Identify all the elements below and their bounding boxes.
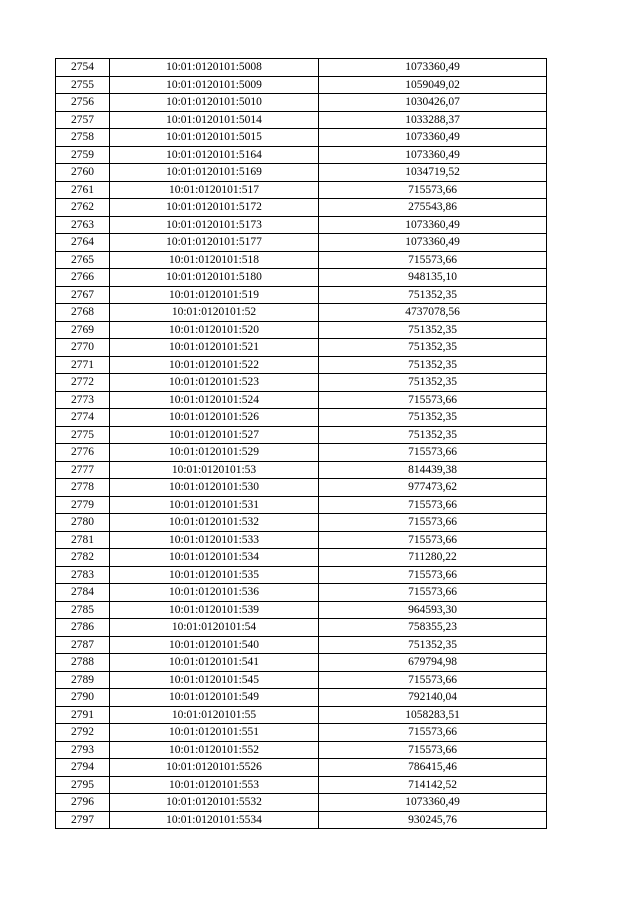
table-row	[56, 269, 547, 287]
cadastral-value-cell: 751352,35	[319, 409, 547, 427]
table-row	[56, 76, 547, 94]
cadastral-number-cell: 10:01:0120101:531	[110, 496, 319, 514]
table-row	[56, 794, 547, 812]
row-number-cell: 2756	[56, 94, 110, 112]
cadastral-value-cell: 4737078,56	[319, 304, 547, 322]
table-row	[56, 391, 547, 409]
row-number-cell: 2773	[56, 391, 110, 409]
cadastral-value-cell: 711280,22	[319, 549, 547, 567]
cadastral-number-cell: 10:01:0120101:532	[110, 514, 319, 532]
table-row	[56, 94, 547, 112]
table-row	[56, 251, 547, 269]
row-number-cell: 2789	[56, 671, 110, 689]
cadastral-number-cell: 10:01:0120101:5180	[110, 269, 319, 287]
cadastral-number-cell: 10:01:0120101:534	[110, 549, 319, 567]
table-row	[56, 426, 547, 444]
cadastral-value-cell: 977473,62	[319, 479, 547, 497]
row-number-cell: 2772	[56, 374, 110, 392]
cadastral-value-cell: 751352,35	[319, 356, 547, 374]
cadastral-value-cell: 930245,76	[319, 811, 547, 829]
row-number-cell: 2757	[56, 111, 110, 129]
table-row	[56, 59, 547, 77]
cadastral-number-cell: 10:01:0120101:523	[110, 374, 319, 392]
cadastral-number-cell: 10:01:0120101:5014	[110, 111, 319, 129]
row-number-cell: 2755	[56, 76, 110, 94]
table-row	[56, 461, 547, 479]
row-number-cell: 2785	[56, 601, 110, 619]
table-row	[56, 566, 547, 584]
cadastral-value-cell: 715573,66	[319, 724, 547, 742]
table-row	[56, 164, 547, 182]
row-number-cell: 2791	[56, 706, 110, 724]
row-number-cell: 2767	[56, 286, 110, 304]
table-row	[56, 234, 547, 252]
table-row	[56, 654, 547, 672]
row-number-cell: 2769	[56, 321, 110, 339]
cadastral-number-cell: 10:01:0120101:522	[110, 356, 319, 374]
table-row	[56, 444, 547, 462]
row-number-cell: 2781	[56, 531, 110, 549]
cadastral-value-cell: 715573,66	[319, 514, 547, 532]
row-number-cell: 2777	[56, 461, 110, 479]
table-row	[56, 356, 547, 374]
cadastral-number-cell: 10:01:0120101:526	[110, 409, 319, 427]
cadastral-number-cell: 10:01:0120101:5015	[110, 129, 319, 147]
cadastral-number-cell: 10:01:0120101:5172	[110, 199, 319, 217]
cadastral-number-cell: 10:01:0120101:5173	[110, 216, 319, 234]
cadastral-number-cell: 10:01:0120101:5008	[110, 59, 319, 77]
row-number-cell: 2775	[56, 426, 110, 444]
table-row	[56, 409, 547, 427]
row-number-cell: 2787	[56, 636, 110, 654]
row-number-cell: 2778	[56, 479, 110, 497]
cadastral-number-cell: 10:01:0120101:541	[110, 654, 319, 672]
cadastral-value-cell: 1059049,02	[319, 76, 547, 94]
cadastral-value-cell: 786415,46	[319, 759, 547, 777]
cadastral-value-cell: 715573,66	[319, 391, 547, 409]
table-row	[56, 146, 547, 164]
cadastral-number-cell: 10:01:0120101:527	[110, 426, 319, 444]
cadastral-value-cell: 715573,66	[319, 496, 547, 514]
cadastral-value-cell: 1033288,37	[319, 111, 547, 129]
cadastral-value-cell: 679794,98	[319, 654, 547, 672]
cadastral-number-cell: 10:01:0120101:521	[110, 339, 319, 357]
table-row	[56, 216, 547, 234]
cadastral-number-cell: 10:01:0120101:55	[110, 706, 319, 724]
cadastral-number-cell: 10:01:0120101:540	[110, 636, 319, 654]
table-row	[56, 706, 547, 724]
table-row	[56, 601, 547, 619]
table-row	[56, 181, 547, 199]
cadastral-number-cell: 10:01:0120101:549	[110, 689, 319, 707]
cadastral-number-cell: 10:01:0120101:5164	[110, 146, 319, 164]
cadastral-value-cell: 1058283,51	[319, 706, 547, 724]
row-number-cell: 2770	[56, 339, 110, 357]
cadastral-number-cell: 10:01:0120101:52	[110, 304, 319, 322]
table-row	[56, 111, 547, 129]
cadastral-value-cell: 1073360,49	[319, 59, 547, 77]
row-number-cell: 2761	[56, 181, 110, 199]
cadastral-number-cell: 10:01:0120101:5177	[110, 234, 319, 252]
cadastral-value-cell: 1073360,49	[319, 129, 547, 147]
table-row	[56, 741, 547, 759]
table-row	[56, 374, 547, 392]
table-row	[56, 514, 547, 532]
cadastral-number-cell: 10:01:0120101:529	[110, 444, 319, 462]
cadastral-value-cell: 751352,35	[319, 374, 547, 392]
cadastral-number-cell: 10:01:0120101:5532	[110, 794, 319, 812]
row-number-cell: 2795	[56, 776, 110, 794]
cadastral-number-cell: 10:01:0120101:5010	[110, 94, 319, 112]
table-row	[56, 339, 547, 357]
cadastral-number-cell: 10:01:0120101:5009	[110, 76, 319, 94]
row-number-cell: 2759	[56, 146, 110, 164]
row-number-cell: 2790	[56, 689, 110, 707]
cadastral-value-cell: 814439,38	[319, 461, 547, 479]
row-number-cell: 2796	[56, 794, 110, 812]
table-row	[56, 724, 547, 742]
table-row	[56, 199, 547, 217]
cadastral-value-cell: 751352,35	[319, 286, 547, 304]
cadastral-number-cell: 10:01:0120101:519	[110, 286, 319, 304]
cadastral-value-cell: 1073360,49	[319, 146, 547, 164]
cadastral-number-cell: 10:01:0120101:530	[110, 479, 319, 497]
cadastral-number-cell: 10:01:0120101:539	[110, 601, 319, 619]
cadastral-number-cell: 10:01:0120101:536	[110, 584, 319, 602]
table-row	[56, 689, 547, 707]
table-row	[56, 129, 547, 147]
cadastral-value-cell: 964593,30	[319, 601, 547, 619]
row-number-cell: 2762	[56, 199, 110, 217]
row-number-cell: 2797	[56, 811, 110, 829]
cadastral-value-cell: 1073360,49	[319, 794, 547, 812]
table-row	[56, 619, 547, 637]
cadastral-number-cell: 10:01:0120101:517	[110, 181, 319, 199]
cadastral-number-cell: 10:01:0120101:520	[110, 321, 319, 339]
table-row	[56, 496, 547, 514]
row-number-cell: 2754	[56, 59, 110, 77]
cadastral-value-cell: 715573,66	[319, 251, 547, 269]
table-row	[56, 531, 547, 549]
cadastral-value-cell: 1030426,07	[319, 94, 547, 112]
table-row	[56, 479, 547, 497]
cadastral-number-cell: 10:01:0120101:53	[110, 461, 319, 479]
cadastral-value-cell: 1034719,52	[319, 164, 547, 182]
cadastral-value-cell: 715573,66	[319, 566, 547, 584]
cadastral-value-cell: 758355,23	[319, 619, 547, 637]
table-row	[56, 584, 547, 602]
row-number-cell: 2766	[56, 269, 110, 287]
row-number-cell: 2780	[56, 514, 110, 532]
cadastral-value-cell: 751352,35	[319, 339, 547, 357]
cadastral-number-cell: 10:01:0120101:5169	[110, 164, 319, 182]
cadastral-number-cell: 10:01:0120101:524	[110, 391, 319, 409]
table-row	[56, 286, 547, 304]
cadastral-value-cell: 715573,66	[319, 741, 547, 759]
cadastral-value-cell: 1073360,49	[319, 234, 547, 252]
row-number-cell: 2765	[56, 251, 110, 269]
table-row	[56, 636, 547, 654]
cadastral-value-cell: 751352,35	[319, 321, 547, 339]
cadastral-number-cell: 10:01:0120101:552	[110, 741, 319, 759]
cadastral-value-cell: 948135,10	[319, 269, 547, 287]
table-row	[56, 759, 547, 777]
cadastral-number-cell: 10:01:0120101:535	[110, 566, 319, 584]
table-row	[56, 811, 547, 829]
cadastral-value-cell: 715573,66	[319, 444, 547, 462]
cadastral-value-cell: 715573,66	[319, 671, 547, 689]
row-number-cell: 2779	[56, 496, 110, 514]
row-number-cell: 2793	[56, 741, 110, 759]
row-number-cell: 2760	[56, 164, 110, 182]
cadastral-value-table	[55, 58, 547, 829]
row-number-cell: 2792	[56, 724, 110, 742]
row-number-cell: 2788	[56, 654, 110, 672]
cadastral-value-cell: 715573,66	[319, 531, 547, 549]
cadastral-number-cell: 10:01:0120101:533	[110, 531, 319, 549]
cadastral-value-cell: 792140,04	[319, 689, 547, 707]
cadastral-value-cell: 714142,52	[319, 776, 547, 794]
row-number-cell: 2758	[56, 129, 110, 147]
cadastral-number-cell: 10:01:0120101:545	[110, 671, 319, 689]
cadastral-value-cell: 715573,66	[319, 584, 547, 602]
row-number-cell: 2786	[56, 619, 110, 637]
table-row	[56, 304, 547, 322]
cadastral-value-cell: 751352,35	[319, 636, 547, 654]
cadastral-number-cell: 10:01:0120101:5534	[110, 811, 319, 829]
table-row	[56, 549, 547, 567]
table-body	[56, 59, 547, 829]
cadastral-number-cell: 10:01:0120101:553	[110, 776, 319, 794]
row-number-cell: 2763	[56, 216, 110, 234]
cadastral-number-cell: 10:01:0120101:5526	[110, 759, 319, 777]
cadastral-number-cell: 10:01:0120101:551	[110, 724, 319, 742]
row-number-cell: 2783	[56, 566, 110, 584]
table-row	[56, 321, 547, 339]
cadastral-value-cell: 1073360,49	[319, 216, 547, 234]
row-number-cell: 2768	[56, 304, 110, 322]
table-row	[56, 776, 547, 794]
row-number-cell: 2784	[56, 584, 110, 602]
row-number-cell: 2794	[56, 759, 110, 777]
cadastral-number-cell: 10:01:0120101:54	[110, 619, 319, 637]
cadastral-value-cell: 751352,35	[319, 426, 547, 444]
row-number-cell: 2776	[56, 444, 110, 462]
row-number-cell: 2764	[56, 234, 110, 252]
row-number-cell: 2774	[56, 409, 110, 427]
table-row	[56, 671, 547, 689]
row-number-cell: 2771	[56, 356, 110, 374]
cadastral-value-cell: 715573,66	[319, 181, 547, 199]
cadastral-value-cell: 275543,86	[319, 199, 547, 217]
row-number-cell: 2782	[56, 549, 110, 567]
cadastral-number-cell: 10:01:0120101:518	[110, 251, 319, 269]
